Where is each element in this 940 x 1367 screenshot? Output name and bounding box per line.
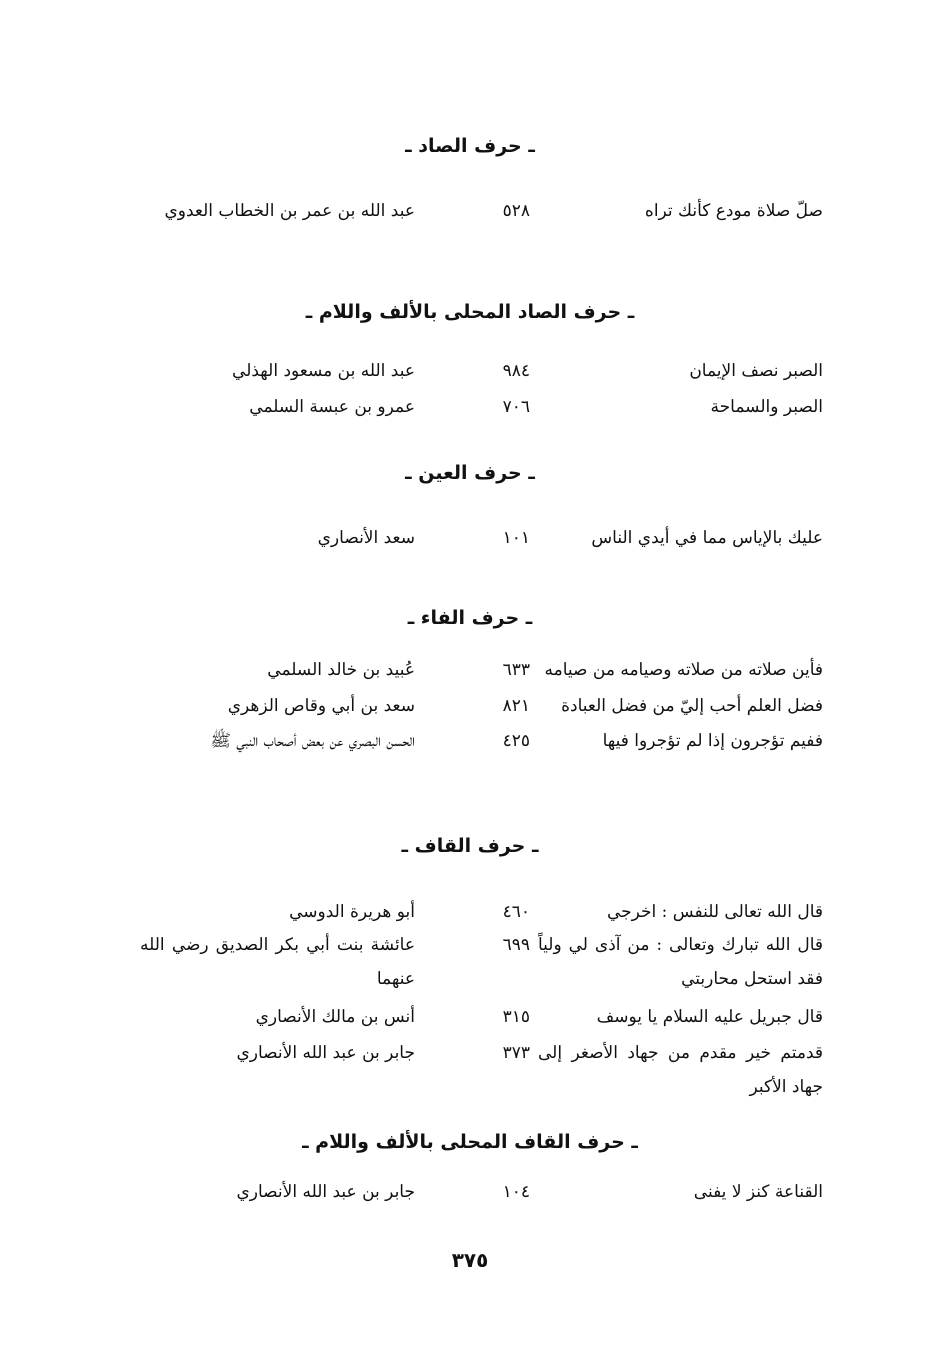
- hadith-text: القناعة كنز لا يفنى: [693, 1182, 823, 1202]
- hadith-number: ٤٦٠: [502, 902, 530, 922]
- table-row: [0, 1036, 940, 1097]
- narrator-text: عائشة بنت أبي بكر الصديق رضي الله عنهما: [140, 935, 415, 989]
- hadith-number: ٦٩٩: [502, 935, 530, 955]
- table-row: [0, 1000, 940, 1036]
- hadith-text: عليك بالإياس مما في أيدي الناس: [591, 528, 823, 548]
- table-row: [0, 354, 940, 390]
- hadith-number: ٣١٥: [502, 1007, 530, 1027]
- section-heading-qaf: ـ حرف القاف ـ: [401, 835, 539, 857]
- table-row: [0, 689, 940, 725]
- hadith-text: قال الله تبارك وتعالى : من آذى لي ولياً فقد استحل محاربتي: [538, 935, 823, 989]
- narrator-text: عبد الله بن عمر بن الخطاب العدوي: [164, 201, 415, 221]
- table-row: [0, 390, 940, 426]
- hadith-number: ٩٨٤: [502, 361, 530, 381]
- hadith-text: قدمتم خير مقدم من جهاد الأصغر إلى جهاد الأكبر: [538, 1043, 823, 1097]
- table-row: [0, 653, 940, 689]
- hadith-text: قال جبريل عليه السلام يا يوسف: [596, 1007, 823, 1027]
- narrator-text: جابر بن عبد الله الأنصاري: [236, 1043, 415, 1063]
- table-row: [0, 521, 940, 557]
- hadith-number: ٦٣٣: [502, 660, 530, 680]
- table-row: [0, 1175, 940, 1211]
- table-row: [0, 895, 940, 931]
- hadith-number: ١٠١: [502, 528, 530, 548]
- hadith-number: ١٠٤: [502, 1182, 530, 1202]
- narrator-text: الحسن البصري عن بعض أصحاب النبي ﷺ: [210, 731, 415, 751]
- narrator-text: عمرو بن عبسة السلمي: [249, 397, 415, 417]
- hadith-text: الصبر والسماحة: [710, 397, 823, 417]
- hadith-number: ٨٢١: [502, 696, 530, 716]
- narrator-text: أنس بن مالك الأنصاري: [255, 1007, 415, 1027]
- section-heading-ain: ـ حرف العين ـ: [405, 462, 535, 484]
- narrator-text: عبد الله بن مسعود الهذلي: [232, 361, 415, 381]
- table-row: [0, 928, 940, 989]
- hadith-number: ٥٢٨: [502, 201, 530, 221]
- hadith-number: ٣٧٣: [502, 1043, 530, 1063]
- narrator-text: أبو هريرة الدوسي: [289, 902, 415, 922]
- narrator-text: سعد الأنصاري: [317, 528, 415, 548]
- hadith-number: ٤٢٥: [502, 731, 530, 751]
- narrator-text: جابر بن عبد الله الأنصاري: [236, 1182, 415, 1202]
- narrator-text: سعد بن أبي وقاص الزهري: [227, 696, 415, 716]
- section-heading-al-sad: ـ حرف الصاد المحلى بالألف واللام ـ: [305, 301, 635, 323]
- section-heading-sad: ـ حرف الصاد ـ: [405, 135, 535, 157]
- hadith-text: الصبر نصف الإيمان: [689, 361, 823, 381]
- page-number: ٣٧٥: [451, 1248, 489, 1272]
- table-row: [0, 724, 940, 760]
- hadith-text: قال الله تعالى للنفس : اخرجي: [606, 902, 823, 922]
- hadith-text: ففيم تؤجرون إذا لم تؤجروا فيها: [602, 731, 823, 751]
- section-heading-fa: ـ حرف الفاء ـ: [407, 607, 533, 629]
- narrator-text: عُبيد بن خالد السلمي: [267, 660, 415, 680]
- hadith-number: ٧٠٦: [502, 397, 530, 417]
- section-heading-al-qaf: ـ حرف القاف المحلى بالألف واللام ـ: [302, 1131, 638, 1153]
- hadith-text: صلّ صلاة مودع كأنك تراه: [644, 201, 823, 221]
- hadith-text: فضل العلم أحب إليّ من فضل العبادة: [561, 696, 823, 716]
- table-row: [0, 194, 940, 230]
- hadith-text: فأين صلاته من صلاته وصيامه من صيامه: [544, 660, 823, 680]
